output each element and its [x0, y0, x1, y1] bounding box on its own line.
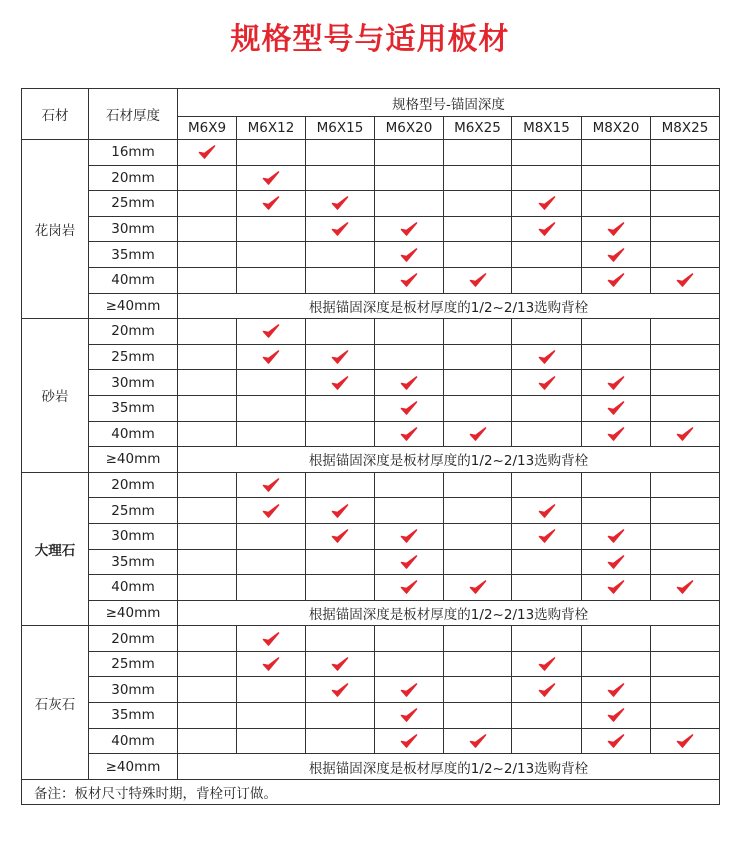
model-cell: [306, 370, 375, 396]
stone-name: 石灰石: [22, 626, 89, 780]
stone-name: 花岗岩: [22, 140, 89, 319]
page-title: 规格型号与适用板材: [230, 22, 510, 57]
model-cell: [582, 421, 651, 447]
thickness-cell: 40mm: [89, 267, 178, 293]
model-cell: [512, 703, 582, 729]
thickness-cell: 30mm: [89, 370, 178, 396]
model-cell: [444, 575, 512, 601]
model-cell: [512, 395, 582, 421]
check-icon: [582, 528, 650, 544]
table-row: [22, 140, 720, 166]
check-icon: [582, 272, 650, 288]
footnote: 备注：板材尺寸特殊时期，背栓可订做。: [22, 779, 720, 804]
table-row: [22, 626, 720, 652]
model-cell: [444, 319, 512, 345]
model-cell: [178, 267, 237, 293]
model-cell: [582, 370, 651, 396]
table-row: [22, 421, 720, 447]
thickness-cell: 25mm: [89, 651, 178, 677]
check-icon: [237, 631, 305, 647]
model-cell: [512, 421, 582, 447]
check-icon: [512, 349, 581, 365]
thickness-cell: 30mm: [89, 677, 178, 703]
model-cell: [306, 728, 375, 754]
model-cell: [237, 165, 306, 191]
check-icon: [375, 682, 443, 698]
model-cell: [178, 728, 237, 754]
model-cell: [582, 728, 651, 754]
thickness-cell: 35mm: [89, 395, 178, 421]
table-row: [22, 216, 720, 242]
check-icon: [582, 554, 650, 570]
model-cell: [306, 549, 375, 575]
model-cell: [651, 267, 720, 293]
model-cell: [512, 651, 582, 677]
model-cell: [651, 191, 720, 217]
model-cell: [375, 140, 444, 166]
model-cell: [178, 626, 237, 652]
thickness-cell: ≥40mm: [89, 293, 178, 319]
model-cell: [512, 575, 582, 601]
model-cell: [512, 216, 582, 242]
table-row: [22, 344, 720, 370]
model-cell: [306, 575, 375, 601]
check-icon: [375, 272, 443, 288]
model-cell: [444, 728, 512, 754]
model-cell: [651, 319, 720, 345]
model-cell: [306, 267, 375, 293]
header-model: M6X9: [178, 117, 237, 140]
model-cell: [582, 575, 651, 601]
model-cell: [651, 395, 720, 421]
check-icon: [512, 221, 581, 237]
check-icon: [651, 426, 719, 442]
model-cell: [306, 626, 375, 652]
model-cell: [237, 344, 306, 370]
model-cell: [444, 421, 512, 447]
header-stone: 石材: [22, 89, 89, 140]
model-cell: [237, 651, 306, 677]
check-icon: [237, 656, 305, 672]
model-cell: [178, 370, 237, 396]
header-model: M8X20: [582, 117, 651, 140]
thickness-cell: 30mm: [89, 523, 178, 549]
model-cell: [444, 140, 512, 166]
check-icon: [306, 375, 374, 391]
table-row: [22, 754, 720, 780]
header-model: M6X20: [375, 117, 444, 140]
thickness-cell: ≥40mm: [89, 600, 178, 626]
header-model: M8X25: [651, 117, 720, 140]
model-cell: [444, 651, 512, 677]
model-cell: [512, 344, 582, 370]
model-cell: [178, 703, 237, 729]
check-icon: [306, 503, 374, 519]
thickness-cell: 20mm: [89, 472, 178, 498]
check-icon: [237, 170, 305, 186]
model-cell: [375, 549, 444, 575]
model-cell: [306, 216, 375, 242]
model-cell: [178, 421, 237, 447]
model-cell: [651, 523, 720, 549]
model-cell: [178, 216, 237, 242]
model-cell: [444, 549, 512, 575]
model-cell: [306, 344, 375, 370]
model-cell: [237, 703, 306, 729]
model-cell: [651, 677, 720, 703]
thickness-cell: 40mm: [89, 728, 178, 754]
model-cell: [444, 523, 512, 549]
model-cell: [237, 319, 306, 345]
model-cell: [237, 498, 306, 524]
thickness-cell: 25mm: [89, 344, 178, 370]
model-cell: [178, 165, 237, 191]
model-cell: [444, 626, 512, 652]
model-cell: [582, 549, 651, 575]
check-icon: [237, 323, 305, 339]
model-cell: [651, 344, 720, 370]
header-thickness: 石材厚度: [89, 89, 178, 140]
model-cell: [306, 395, 375, 421]
model-cell: [306, 677, 375, 703]
model-cell: [375, 498, 444, 524]
model-cell: [237, 677, 306, 703]
model-cell: [582, 216, 651, 242]
header-model: M8X15: [512, 117, 582, 140]
model-cell: [582, 191, 651, 217]
check-icon: [375, 221, 443, 237]
check-icon: [512, 375, 581, 391]
model-cell: [444, 498, 512, 524]
check-icon: [444, 272, 511, 288]
thickness-cell: 20mm: [89, 319, 178, 345]
table-row: [22, 677, 720, 703]
table-row: [22, 600, 720, 626]
model-cell: [651, 728, 720, 754]
table-row: [22, 447, 720, 473]
model-cell: [375, 344, 444, 370]
model-cell: [582, 703, 651, 729]
check-icon: [375, 707, 443, 723]
thickness-cell: 20mm: [89, 165, 178, 191]
check-icon: [651, 272, 719, 288]
model-cell: [237, 523, 306, 549]
model-cell: [178, 575, 237, 601]
model-cell: [237, 575, 306, 601]
model-cell: [651, 216, 720, 242]
model-cell: [375, 728, 444, 754]
check-icon: [582, 247, 650, 263]
table-row: [22, 651, 720, 677]
table-row: [22, 728, 720, 754]
model-cell: [512, 191, 582, 217]
model-cell: [178, 319, 237, 345]
model-cell: [375, 216, 444, 242]
model-cell: [512, 677, 582, 703]
model-cell: [178, 344, 237, 370]
selection-note: 根据锚固深度是板材厚度的1/2~2/13选购背栓: [178, 600, 720, 626]
model-cell: [651, 242, 720, 268]
model-cell: [444, 165, 512, 191]
model-cell: [444, 703, 512, 729]
check-icon: [582, 221, 650, 237]
model-cell: [444, 216, 512, 242]
model-cell: [306, 703, 375, 729]
model-cell: [651, 421, 720, 447]
check-icon: [375, 579, 443, 595]
table-row: [22, 267, 720, 293]
model-cell: [582, 498, 651, 524]
check-icon: [582, 579, 650, 595]
thickness-cell: ≥40mm: [89, 754, 178, 780]
thickness-cell: 20mm: [89, 626, 178, 652]
model-cell: [582, 651, 651, 677]
model-cell: [306, 191, 375, 217]
check-icon: [375, 426, 443, 442]
model-cell: [306, 498, 375, 524]
check-icon: [582, 375, 650, 391]
model-cell: [237, 472, 306, 498]
model-cell: [651, 626, 720, 652]
check-icon: [651, 579, 719, 595]
table-row: [22, 165, 720, 191]
model-cell: [375, 267, 444, 293]
check-icon: [512, 656, 581, 672]
model-cell: [237, 191, 306, 217]
model-cell: [306, 523, 375, 549]
thickness-cell: 40mm: [89, 575, 178, 601]
check-icon: [375, 528, 443, 544]
model-cell: [375, 651, 444, 677]
model-cell: [178, 651, 237, 677]
check-icon: [582, 426, 650, 442]
check-icon: [306, 656, 374, 672]
model-cell: [444, 191, 512, 217]
model-cell: [375, 191, 444, 217]
check-icon: [444, 426, 511, 442]
check-icon: [582, 682, 650, 698]
model-cell: [237, 140, 306, 166]
model-cell: [512, 319, 582, 345]
model-cell: [582, 319, 651, 345]
table-row: [22, 370, 720, 396]
model-cell: [582, 344, 651, 370]
model-cell: [237, 421, 306, 447]
model-cell: [651, 472, 720, 498]
model-cell: [512, 140, 582, 166]
header-model: M6X15: [306, 117, 375, 140]
model-cell: [444, 370, 512, 396]
model-cell: [306, 165, 375, 191]
check-icon: [375, 400, 443, 416]
model-cell: [444, 395, 512, 421]
model-cell: [582, 267, 651, 293]
model-cell: [237, 242, 306, 268]
check-icon: [306, 349, 374, 365]
model-cell: [444, 472, 512, 498]
model-cell: [375, 421, 444, 447]
selection-note: 根据锚固深度是板材厚度的1/2~2/13选购背栓: [178, 447, 720, 473]
model-cell: [375, 677, 444, 703]
model-cell: [375, 703, 444, 729]
model-cell: [178, 549, 237, 575]
thickness-cell: 40mm: [89, 421, 178, 447]
table-row: [22, 523, 720, 549]
model-cell: [237, 395, 306, 421]
table-row: [22, 191, 720, 217]
thickness-cell: 35mm: [89, 549, 178, 575]
check-icon: [651, 733, 719, 749]
model-cell: [582, 523, 651, 549]
check-icon: [375, 733, 443, 749]
thickness-cell: 30mm: [89, 216, 178, 242]
model-cell: [582, 677, 651, 703]
model-cell: [512, 165, 582, 191]
model-cell: [178, 395, 237, 421]
check-icon: [306, 221, 374, 237]
model-cell: [512, 242, 582, 268]
model-cell: [306, 472, 375, 498]
model-cell: [178, 191, 237, 217]
model-cell: [237, 370, 306, 396]
model-cell: [178, 242, 237, 268]
header-model-group: 规格型号-锚固深度: [178, 89, 720, 117]
model-cell: [582, 395, 651, 421]
stone-name: 砂岩: [22, 319, 89, 473]
thickness-cell: 16mm: [89, 140, 178, 166]
check-icon: [512, 195, 581, 211]
check-icon: [444, 733, 511, 749]
selection-note: 根据锚固深度是板材厚度的1/2~2/13选购背栓: [178, 754, 720, 780]
model-cell: [306, 319, 375, 345]
model-cell: [178, 523, 237, 549]
selection-note: 根据锚固深度是板材厚度的1/2~2/13选购背栓: [178, 293, 720, 319]
model-cell: [375, 523, 444, 549]
check-icon: [512, 528, 581, 544]
model-cell: [375, 370, 444, 396]
model-cell: [651, 549, 720, 575]
thickness-cell: ≥40mm: [89, 447, 178, 473]
model-cell: [651, 370, 720, 396]
model-cell: [582, 242, 651, 268]
check-icon: [582, 400, 650, 416]
model-cell: [512, 267, 582, 293]
model-cell: [512, 626, 582, 652]
thickness-cell: 25mm: [89, 498, 178, 524]
check-icon: [444, 579, 511, 595]
stone-name: 大理石: [22, 472, 89, 626]
model-cell: [582, 140, 651, 166]
check-icon: [237, 503, 305, 519]
model-cell: [306, 140, 375, 166]
table-row: [22, 395, 720, 421]
model-cell: [512, 472, 582, 498]
model-cell: [444, 344, 512, 370]
check-icon: [306, 528, 374, 544]
table-row: [22, 703, 720, 729]
check-icon: [306, 195, 374, 211]
model-cell: [651, 498, 720, 524]
thickness-cell: 25mm: [89, 191, 178, 217]
check-icon: [237, 477, 305, 493]
header-model: M6X25: [444, 117, 512, 140]
model-cell: [651, 575, 720, 601]
check-icon: [375, 247, 443, 263]
model-cell: [375, 575, 444, 601]
model-cell: [237, 216, 306, 242]
model-cell: [375, 165, 444, 191]
model-cell: [512, 549, 582, 575]
check-icon: [582, 707, 650, 723]
model-cell: [375, 626, 444, 652]
model-cell: [375, 395, 444, 421]
table-row: [22, 549, 720, 575]
check-icon: [375, 375, 443, 391]
check-icon: [237, 349, 305, 365]
table-row: [22, 242, 720, 268]
check-icon: [582, 733, 650, 749]
table-row: [22, 319, 720, 345]
model-cell: [306, 242, 375, 268]
model-cell: [306, 421, 375, 447]
model-cell: [512, 370, 582, 396]
model-cell: [444, 677, 512, 703]
model-cell: [375, 242, 444, 268]
table-row: [22, 472, 720, 498]
model-cell: [178, 677, 237, 703]
model-cell: [651, 651, 720, 677]
model-cell: [306, 651, 375, 677]
model-cell: [512, 523, 582, 549]
table-row: [22, 575, 720, 601]
model-cell: [444, 267, 512, 293]
model-cell: [375, 472, 444, 498]
table-row: [22, 498, 720, 524]
model-cell: [512, 498, 582, 524]
model-cell: [651, 703, 720, 729]
model-cell: [178, 472, 237, 498]
thickness-cell: 35mm: [89, 242, 178, 268]
model-cell: [512, 728, 582, 754]
model-cell: [237, 267, 306, 293]
table-row: [22, 293, 720, 319]
model-cell: [651, 140, 720, 166]
model-cell: [651, 165, 720, 191]
model-cell: [444, 242, 512, 268]
check-icon: [512, 503, 581, 519]
check-icon: [178, 144, 236, 160]
check-icon: [306, 682, 374, 698]
thickness-cell: 35mm: [89, 703, 178, 729]
model-cell: [178, 140, 237, 166]
model-cell: [582, 472, 651, 498]
model-cell: [582, 626, 651, 652]
spec-table: [21, 88, 720, 805]
check-icon: [512, 682, 581, 698]
check-icon: [237, 195, 305, 211]
model-cell: [582, 165, 651, 191]
model-cell: [237, 626, 306, 652]
model-cell: [237, 728, 306, 754]
header-model: M6X12: [237, 117, 306, 140]
model-cell: [237, 549, 306, 575]
model-cell: [178, 498, 237, 524]
check-icon: [375, 554, 443, 570]
model-cell: [375, 319, 444, 345]
